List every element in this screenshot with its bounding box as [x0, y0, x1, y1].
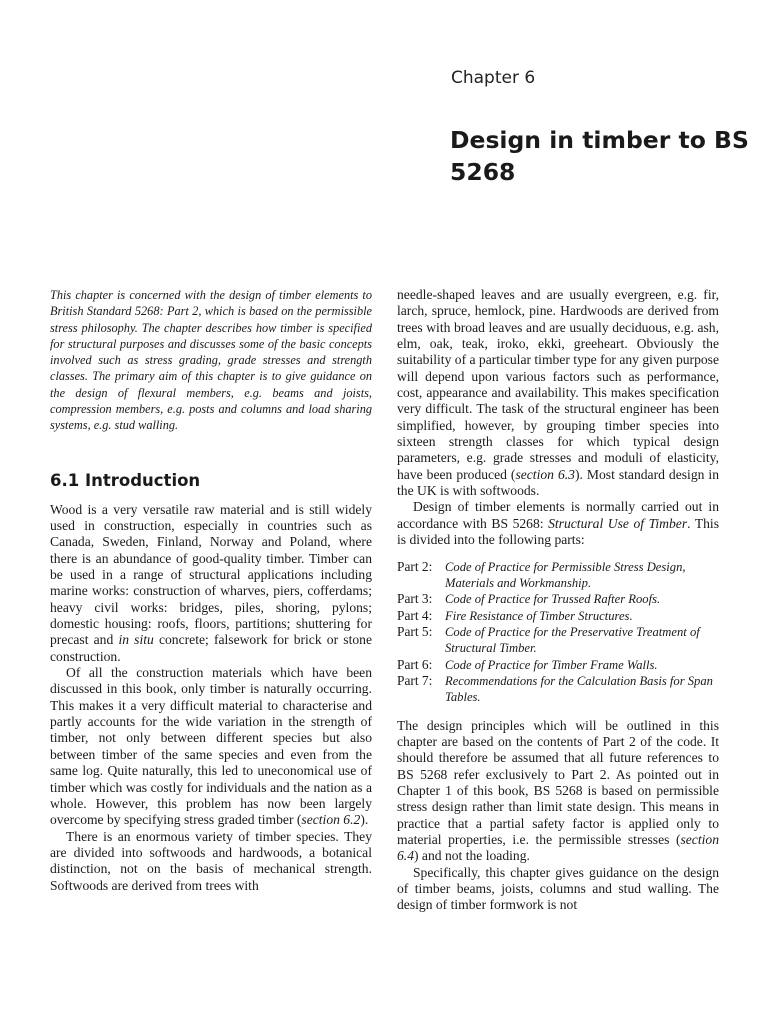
- parts-list-item: [397, 624, 719, 657]
- part-title: Code of Practice for the Preservative Treatment of Structural Timber.: [445, 624, 700, 656]
- intro-paragraph-2: [50, 665, 372, 828]
- parts-list-item: [397, 591, 719, 607]
- chapter-title: Design in timber to BS 5268: [450, 126, 749, 186]
- part-label: Part 5:: [397, 623, 433, 639]
- text-run: The design principles which will be outlined in this chapter are based on the contents of Part 2 of the code. It should therefore be assumed that all future references to BS 5268 refer exclusively to Part 2. As pointed out in Chapter 1 of this book, BS 5268 is based on permissible stress design rather than limit state design. This means in practice that a partial safety factor is applied only to material properties, i.e. the permissible stresses (: [397, 717, 719, 847]
- right-paragraph-4: Specifically, this chapter gives guidance on the design of timber beams, joists, columns and stud walling. The design of timber formwork is not: [397, 864, 719, 913]
- right-column: [397, 287, 719, 914]
- section-reference: section 6.4: [397, 832, 719, 864]
- part-title: Code of Practice for Timber Frame Walls.: [445, 657, 658, 672]
- text-run: Of all the construction materials which have been discussed in this book, only timber is naturally occurring. This makes it a very difficult material to characterise and partly accounts for the wide variation in the strength of timber, not only between different species but also between timber of the same species and even from the same log. Quite naturally, this led to uneconomical use of timber which was costly for individuals and the nation as a whole. However, this problem has now been largely overcome by specifying stress graded timber (: [50, 665, 372, 828]
- part-title: Code of Practice for Permissible Stress Design, Materials and Workmanship.: [445, 559, 686, 590]
- part-title: Code of Practice for Trussed Rafter Roofs.: [445, 592, 661, 607]
- standard-title: Structural Use of Timber: [548, 515, 688, 531]
- part-label: Part 3:: [397, 591, 433, 607]
- parts-list-item: [397, 608, 719, 624]
- part-label: Part 4:: [397, 607, 433, 623]
- intro-paragraph-1: [50, 502, 372, 665]
- text-run: Design of timber elements is normally carried out in accordance with BS 5268:: [397, 499, 719, 531]
- text-run: needle-shaped leaves and are usually evergreen, e.g. fir, larch, spruce, hemlock, pine. Hardwoods are derived from trees with broad leaves and are usually deciduous, e.g. ash, elm, oak, teak, iroko, ekki, greeheart. Obviously the suitability of a particular timber type for any given purpose will depend upon various factors such as performance, cost, appearance and availability. This makes specification very difficult. The task of the structural engineer has been simplified, however, by grouping timber species into sixteen strength classes for which typical design parameters, e.g. grade stresses and moduli of elasticity, have been produced (: [397, 287, 720, 482]
- chapter-abstract: This chapter is concerned with the design of timber elements to British Standard 5268: Part 2, which is based on the permissible stress philosophy. The chapter describes how timber is specified for structural purposes and discusses some of the basic concepts involved such as stress grading, grade stresses and strength classes. The primary aim of this chapter is to give guidance on the design of flexural members, e.g. beams and joists, compression members, e.g. posts and columns and load sharing systems, e.g. stud walling.: [50, 288, 372, 433]
- section-heading: 6.1 Introduction: [50, 470, 201, 490]
- text-run: concrete; falsework for brick or stone construction.: [50, 632, 372, 664]
- text-run: ) and not the loading.: [414, 848, 530, 864]
- text-run: ).: [360, 812, 369, 828]
- parts-list-item: [397, 673, 719, 706]
- parts-list-item: [397, 657, 719, 673]
- text-run: ). Most standard design in the UK is with softwoods.: [397, 466, 719, 499]
- part-title: Recommendations for the Calculation Basis for Span Tables.: [445, 673, 713, 705]
- right-paragraph-3: [397, 718, 719, 865]
- section-reference: section 6.2: [301, 812, 361, 828]
- section-reference: section 6.3: [515, 466, 575, 482]
- part-label: Part 6:: [397, 656, 433, 672]
- right-paragraph-1: [397, 287, 719, 499]
- part-title: Fire Resistance of Timber Structures.: [445, 608, 633, 623]
- right-paragraph-2: [397, 499, 719, 548]
- parts-list: [397, 559, 719, 706]
- parts-list-item: [397, 559, 719, 592]
- intro-paragraph-3: There is an enormous variety of timber species. They are divided into softwoods and hardwoods, a botanical distinction, not on the basis of mechanical strength. Softwoods are derived from trees with: [50, 828, 372, 893]
- text-run: Wood is a very versatile raw material and is still widely used in construction, especially in countries such as Canada, Sweden, Finland, Norway and Poland, where there is an abundance of good-quality timber. Timber can be used in a range of structural applications including marine works: construction of wharves, piers, cofferdams; heavy civil works: bridges, piles, shoring, pylons; domestic housing: roofs, floors, partitions; shuttering for precast and: [50, 501, 372, 648]
- part-label: Part 7:: [397, 672, 433, 688]
- part-label: Part 2:: [397, 558, 433, 574]
- italic-term: in situ: [118, 632, 154, 648]
- chapter-label: Chapter 6: [451, 68, 536, 88]
- text-run: . This is divided into the following parts:: [397, 515, 719, 548]
- left-column: [50, 287, 372, 894]
